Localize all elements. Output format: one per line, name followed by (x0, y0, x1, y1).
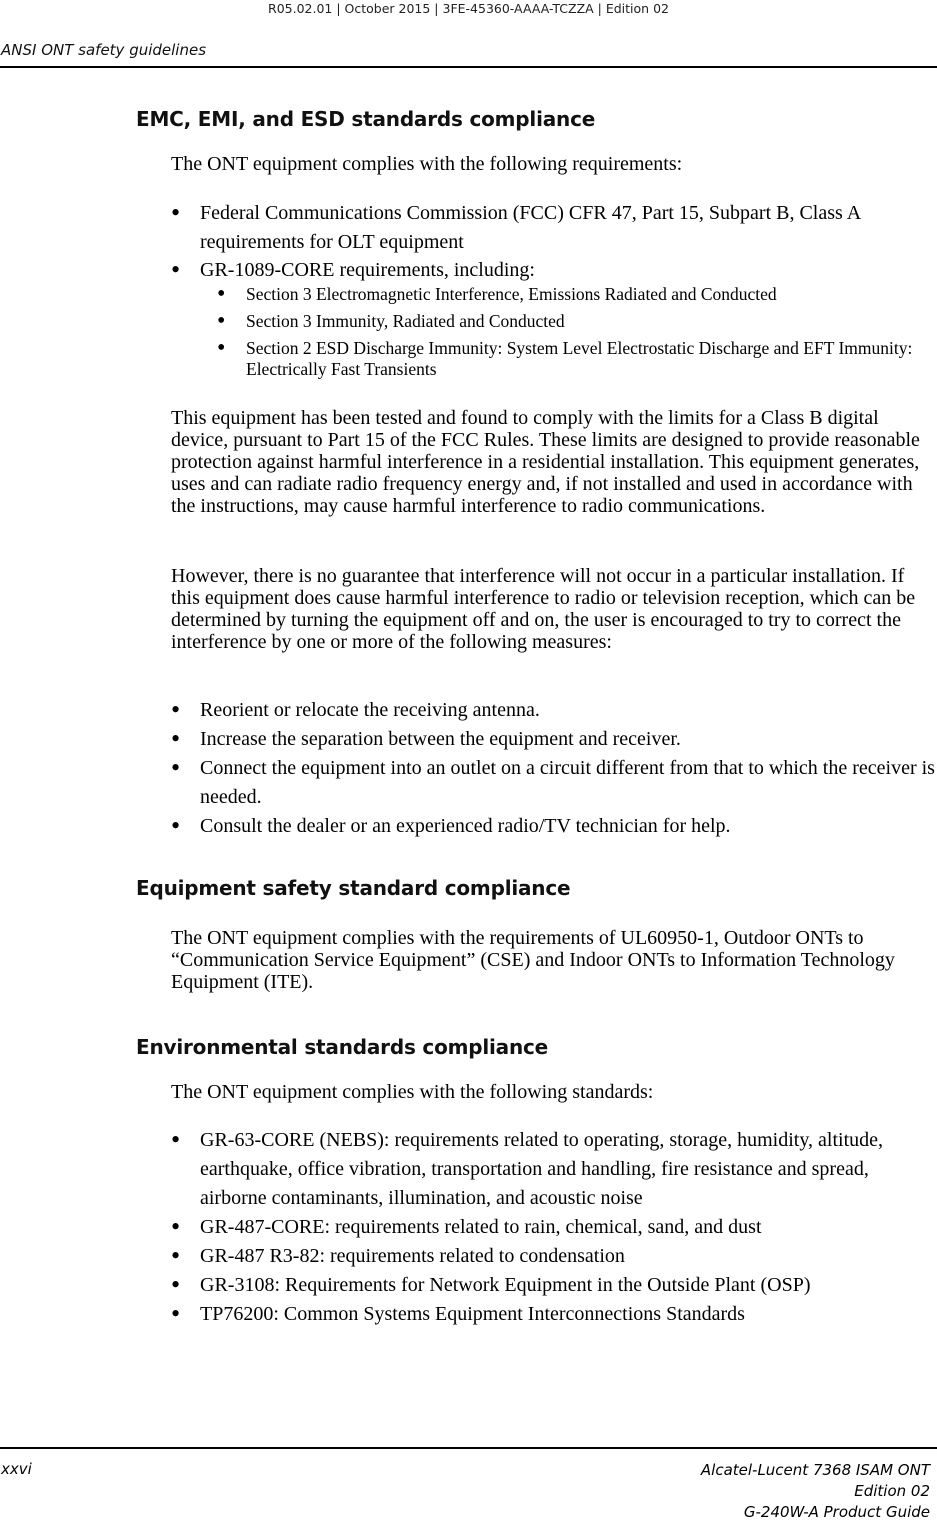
fcc-compliance-paragraph: This equipment has been tested and found to comply with the limits for a Class B digital device, pursuant to Part 15 of the FCC Rules. These limits are designed to provide reasonable protection against harmful interference in a residential installation. This equipment generates, uses and can radiate radio frequency energy and, if not installed and used in accordance with the instructions, may cause harmful interference to radio communications. (171, 407, 920, 517)
footer-edition: Edition 02 (854, 1482, 930, 1500)
running-head: ANSI ONT safety guidelines (1, 41, 207, 59)
list-item: • GR-63-CORE (NEBS): requirements related to operating, storage, humidity, altitude, earthquake, office vibration, transportation and handling, fire resistance and spread, airborne contaminants, illumination, and acoustic noise (171, 1126, 936, 1213)
environmental-standards-list (171, 1126, 936, 1329)
interference-measures-list (171, 696, 936, 841)
list-item: • GR-487 R3-82: requirements related to condensation (171, 1242, 936, 1271)
list-item: • Federal Communications Commission (FCC) CFR 47, Part 15, Subpart B, Class A requirements for OLT equipment (171, 199, 936, 257)
footer-guide: G-240W-A Product Guide (743, 1503, 930, 1521)
list-item: • Consult the dealer or an experienced radio/TV technician for help. (171, 812, 936, 841)
header-rule (0, 66, 937, 68)
list-item: • GR-3108: Requirements for Network Equipment in the Outside Plant (OSP) (171, 1271, 936, 1300)
equipment-safety-paragraph: The ONT equipment complies with the requirements of UL60950-1, Outdoor ONTs to “Communication Service Equipment” (CSE) and Indoor ONTs to Information Technology Equipment (ITE). (171, 927, 895, 993)
heading-equipment-safety: Equipment safety standard compliance (136, 876, 571, 900)
gr1089-sublist (217, 281, 935, 380)
page-number: xxvi (1, 1460, 32, 1478)
emc-requirements-list (171, 199, 936, 285)
list-item: • Reorient or relocate the receiving antenna. (171, 696, 936, 725)
footer-product: Alcatel-Lucent 7368 ISAM ONT (700, 1461, 930, 1479)
footer-rule (0, 1447, 937, 1449)
list-item: • GR-487-CORE: requirements related to rain, chemical, sand, and dust (171, 1213, 936, 1242)
list-item: • Section 3 Electromagnetic Interference, Emissions Radiated and Conducted (217, 281, 935, 308)
document-id-line: R05.02.01 | October 2015 | 3FE-45360-AAAA-TCZZA | Edition 02 (268, 1, 669, 16)
interference-paragraph: However, there is no guarantee that interference will not occur in a particular installation. If this equipment does cause harmful interference to radio or television reception, which can be determined by turning the equipment off and on, the user is encouraged to try to correct the interference by one or more of the following measures: (171, 565, 916, 653)
heading-emc-emi-esd: EMC, EMI, and ESD standards compliance (136, 107, 596, 131)
list-item: • Section 3 Immunity, Radiated and Conducted (217, 308, 935, 335)
list-item: • GR-1089-CORE requirements, including: (171, 256, 936, 285)
list-item: • TP76200: Common Systems Equipment Interconnections Standards (171, 1300, 936, 1329)
list-item: • Connect the equipment into an outlet on a circuit different from that to which the receiver is needed. (171, 754, 936, 812)
emc-intro: The ONT equipment complies with the following requirements: (171, 153, 683, 175)
environmental-intro: The ONT equipment complies with the following standards: (171, 1081, 654, 1103)
heading-environmental: Environmental standards compliance (136, 1035, 549, 1059)
list-item: • Section 2 ESD Discharge Immunity: System Level Electrostatic Discharge and EFT Immunity: Electrically Fast Transients (217, 335, 935, 380)
footer-product-info (701, 1460, 930, 1523)
list-item: • Increase the separation between the equipment and receiver. (171, 725, 936, 754)
